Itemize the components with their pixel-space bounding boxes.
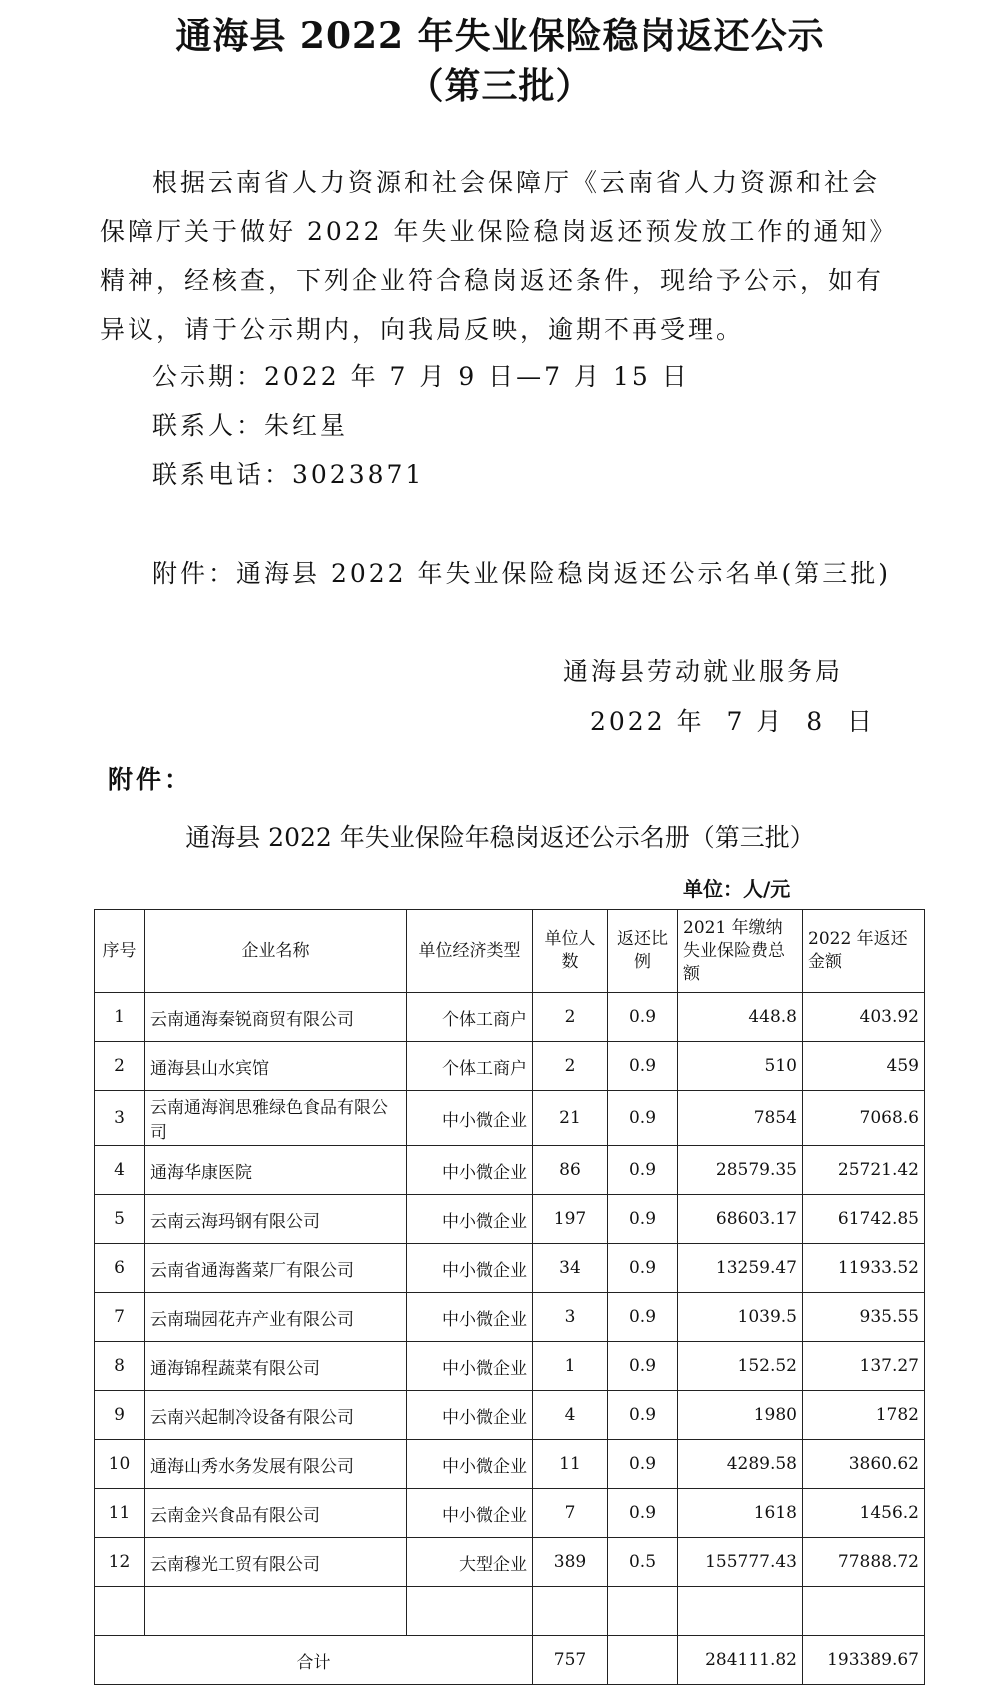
notice-period: 公示期：2022 年 7 月 9 日—7 月 15 日 [152, 362, 690, 391]
row-company-name: 云南通海润思雅绿色食品有限公司 [145, 1091, 407, 1146]
row-seq: 8 [95, 1342, 145, 1391]
row-premium-paid: 448.8 [678, 993, 803, 1042]
row-premium-paid: 68603.17 [678, 1195, 803, 1244]
row-refund-amount: 1782 [803, 1391, 925, 1440]
document-title: 通海县 2022 年失业保险稳岗返还公示 [175, 15, 825, 57]
row-seq: 1 [95, 993, 145, 1042]
row-company-name: 云南瑞园花卉产业有限公司 [145, 1293, 407, 1342]
header-seq: 序号 [95, 910, 145, 993]
header-ratio: 返还比例 [608, 910, 678, 993]
row-economic-type: 中小微企业 [407, 1440, 533, 1489]
row-premium-paid: 152.52 [678, 1342, 803, 1391]
table-row [95, 1091, 925, 1146]
row-premium-paid: 155777.43 [678, 1538, 803, 1587]
table-row [95, 1489, 925, 1538]
issue-date: 2022 年 7 月 8 日 [590, 707, 876, 736]
total-paid: 284111.82 [678, 1636, 803, 1685]
row-company-name: 云南兴起制冷设备有限公司 [145, 1391, 407, 1440]
total-ratio [608, 1636, 678, 1685]
row-company-name: 云南省通海酱菜厂有限公司 [145, 1244, 407, 1293]
header-type: 单位经济类型 [407, 910, 533, 993]
row-employee-count: 11 [533, 1440, 608, 1489]
row-refund-amount: 7068.6 [803, 1091, 925, 1146]
row-employee-count: 4 [533, 1391, 608, 1440]
row-premium-paid: 7854 [678, 1091, 803, 1146]
row-refund-ratio: 0.9 [608, 1440, 678, 1489]
table-header-row [95, 910, 925, 993]
row-refund-amount: 77888.72 [803, 1538, 925, 1587]
row-economic-type: 个体工商户 [407, 993, 533, 1042]
row-seq: 9 [95, 1391, 145, 1440]
table-row [95, 1538, 925, 1587]
row-premium-paid: 1039.5 [678, 1293, 803, 1342]
row-economic-type: 中小微企业 [407, 1489, 533, 1538]
row-refund-ratio: 0.9 [608, 1489, 678, 1538]
row-premium-paid: 28579.35 [678, 1146, 803, 1195]
row-economic-type: 中小微企业 [407, 1293, 533, 1342]
attachment-note: 附件：通海县 2022 年失业保险稳岗返还公示名单(第三批) [152, 559, 892, 588]
row-employee-count: 1 [533, 1342, 608, 1391]
row-seq: 7 [95, 1293, 145, 1342]
table-total-row [95, 1636, 925, 1685]
row-seq: 12 [95, 1538, 145, 1587]
row-employee-count: 86 [533, 1146, 608, 1195]
row-refund-ratio: 0.9 [608, 1293, 678, 1342]
row-refund-ratio: 0.9 [608, 1391, 678, 1440]
row-refund-amount: 61742.85 [803, 1195, 925, 1244]
row-company-name: 云南云海玛钢有限公司 [145, 1195, 407, 1244]
row-refund-ratio: 0.9 [608, 1091, 678, 1146]
total-count: 757 [533, 1636, 608, 1685]
row-company-name: 云南通海秦锐商贸有限公司 [145, 993, 407, 1042]
total-refund: 193389.67 [803, 1636, 925, 1685]
table-row [95, 1042, 925, 1091]
issuer: 通海县劳动就业服务局 [563, 657, 844, 686]
row-refund-amount: 403.92 [803, 993, 925, 1042]
table-row [95, 1195, 925, 1244]
header-name: 企业名称 [145, 910, 407, 993]
row-economic-type: 中小微企业 [407, 1195, 533, 1244]
row-refund-ratio: 0.9 [608, 1195, 678, 1244]
row-refund-ratio: 0.5 [608, 1538, 678, 1587]
row-refund-ratio: 0.9 [608, 1146, 678, 1195]
row-company-name: 通海华康医院 [145, 1146, 407, 1195]
row-employee-count: 7 [533, 1489, 608, 1538]
table-row [95, 993, 925, 1042]
row-seq: 10 [95, 1440, 145, 1489]
table-row [95, 1146, 925, 1195]
table-row [95, 1440, 925, 1489]
document-subtitle: （第三批） [407, 65, 593, 107]
row-refund-amount: 3860.62 [803, 1440, 925, 1489]
unit-label: 单位：人/元 [683, 877, 791, 901]
refund-table [94, 909, 925, 1685]
row-employee-count: 3 [533, 1293, 608, 1342]
row-seq: 11 [95, 1489, 145, 1538]
header-count: 单位人数 [533, 910, 608, 993]
row-economic-type: 大型企业 [407, 1538, 533, 1587]
row-seq: 3 [95, 1091, 145, 1146]
row-employee-count: 21 [533, 1091, 608, 1146]
row-employee-count: 2 [533, 993, 608, 1042]
row-economic-type: 中小微企业 [407, 1091, 533, 1146]
total-label: 合计 [95, 1636, 533, 1685]
row-economic-type: 中小微企业 [407, 1342, 533, 1391]
row-refund-ratio: 0.9 [608, 1244, 678, 1293]
table-blank-row [95, 1587, 925, 1636]
row-employee-count: 197 [533, 1195, 608, 1244]
header-refund: 2022 年返还金额 [803, 910, 925, 993]
row-refund-amount: 1456.2 [803, 1489, 925, 1538]
table-body [95, 993, 925, 1587]
table-title: 通海县 2022 年失业保险年稳岗返还公示名册（第三批） [185, 823, 815, 852]
row-refund-amount: 137.27 [803, 1342, 925, 1391]
row-company-name: 通海山秀水务发展有限公司 [145, 1440, 407, 1489]
row-refund-amount: 459 [803, 1042, 925, 1091]
row-premium-paid: 13259.47 [678, 1244, 803, 1293]
row-seq: 6 [95, 1244, 145, 1293]
row-economic-type: 中小微企业 [407, 1244, 533, 1293]
body-paragraph-text: 根据云南省人力资源和社会保障厅《云南省人力资源和社会保障厅关于做好 2022 年失业保险稳岗返还预发放工作的通知》精神，经核查，下列企业符合稳岗返还条件，现给予公示，如有异议，请于公示期内，向我局反映，逾期不再受理。 [100, 168, 898, 344]
header-paid: 2021 年缴纳失业保险费总额 [678, 910, 803, 993]
row-company-name: 通海锦程蔬菜有限公司 [145, 1342, 407, 1391]
body-paragraph [100, 158, 900, 354]
row-economic-type: 中小微企业 [407, 1391, 533, 1440]
row-seq: 5 [95, 1195, 145, 1244]
contact-person: 联系人：朱红星 [152, 411, 349, 440]
row-refund-ratio: 0.9 [608, 1042, 678, 1091]
row-seq: 2 [95, 1042, 145, 1091]
table-row [95, 1391, 925, 1440]
row-employee-count: 34 [533, 1244, 608, 1293]
table-row [95, 1342, 925, 1391]
row-economic-type: 个体工商户 [407, 1042, 533, 1091]
appendix-label: 附件： [108, 765, 193, 794]
row-company-name: 通海县山水宾馆 [145, 1042, 407, 1091]
row-economic-type: 中小微企业 [407, 1146, 533, 1195]
contact-phone: 联系电话：3023871 [152, 460, 425, 489]
row-refund-ratio: 0.9 [608, 1342, 678, 1391]
row-premium-paid: 1618 [678, 1489, 803, 1538]
table-row [95, 1244, 925, 1293]
row-company-name: 云南金兴食品有限公司 [145, 1489, 407, 1538]
row-seq: 4 [95, 1146, 145, 1195]
row-refund-amount: 935.55 [803, 1293, 925, 1342]
row-refund-amount: 25721.42 [803, 1146, 925, 1195]
row-employee-count: 389 [533, 1538, 608, 1587]
row-employee-count: 2 [533, 1042, 608, 1091]
table-row [95, 1293, 925, 1342]
row-premium-paid: 1980 [678, 1391, 803, 1440]
row-company-name: 云南穆光工贸有限公司 [145, 1538, 407, 1587]
row-premium-paid: 4289.58 [678, 1440, 803, 1489]
row-premium-paid: 510 [678, 1042, 803, 1091]
row-refund-ratio: 0.9 [608, 993, 678, 1042]
row-refund-amount: 11933.52 [803, 1244, 925, 1293]
